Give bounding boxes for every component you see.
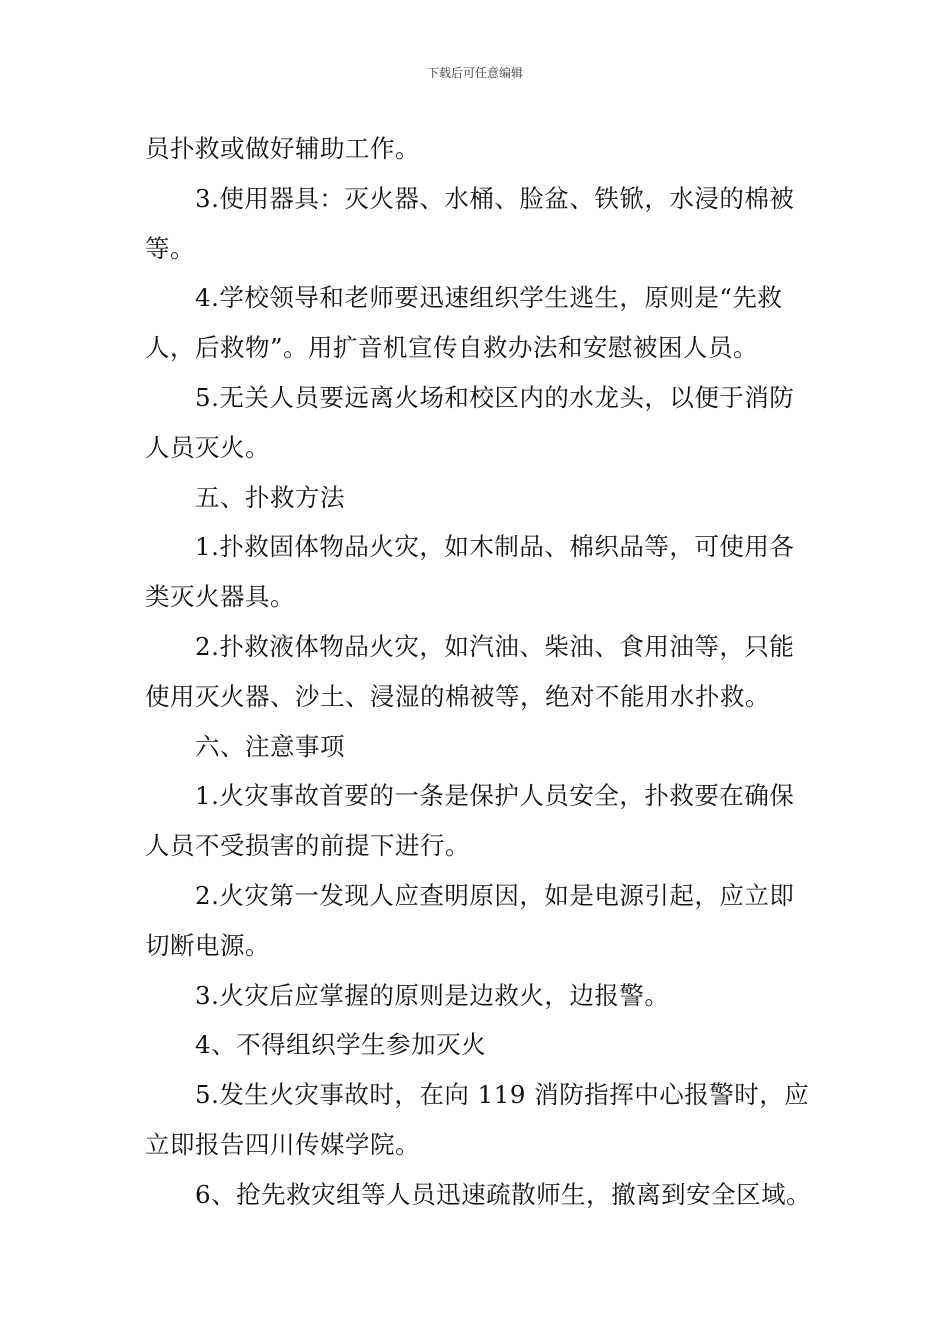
text-line: 人，后救物”。用扩音机宣传自救办法和安慰被困人员。 bbox=[145, 333, 759, 363]
text-line: 3.火灾后应掌握的原则是边救火，边报警。 bbox=[195, 980, 670, 1010]
text-line: 立即报告四川传媒学院。 bbox=[145, 1129, 420, 1159]
text-line: 3.使用器具：灭火器、水桶、脸盆、铁锨，水浸的棉被 bbox=[195, 183, 795, 213]
text-line: 员扑救或做好辅助工作。 bbox=[145, 134, 420, 163]
text-line: 人员灭火。 bbox=[145, 432, 270, 462]
document-body bbox=[145, 124, 810, 1220]
text-line: 人员不受损害的前提下进行。 bbox=[145, 831, 470, 861]
section-heading: 五、扑救方法 bbox=[195, 482, 345, 512]
text-line: 类灭火器具。 bbox=[145, 582, 295, 612]
page-header: 下载后可任意编辑 bbox=[426, 66, 523, 80]
text-line: 2.扑救液体物品火灾，如汽油、柴油、食用油等，只能 bbox=[195, 631, 795, 661]
text-line: 1.扑救固体物品火灾，如木制品、棉织品等，可使用各 bbox=[195, 532, 795, 562]
text-line: 5.发生火灾事故时，在向 119 消防指挥中心报警时，应 bbox=[195, 1080, 810, 1110]
text-line: 1.火灾事故首要的一条是保护人员安全，扑救要在确保 bbox=[195, 781, 795, 811]
text-line: 6、抢先救灾组等人员迅速疏散师生，撤离到安全区域。 bbox=[195, 1179, 812, 1209]
text-line: 使用灭火器、沙土、浸湿的棉被等，绝对不能用水扑救。 bbox=[145, 681, 770, 711]
text-line: 4、不得组织学生参加灭火 bbox=[195, 1030, 487, 1060]
section-heading: 六、注意事项 bbox=[195, 731, 345, 761]
text-line: 等。 bbox=[145, 233, 195, 263]
text-line: 2.火灾第一发现人应查明原因，如是电源引起，应立即 bbox=[195, 880, 795, 910]
text-line: 5.无关人员要远离火场和校区内的水龙头，以便于消防 bbox=[195, 382, 795, 412]
text-line: 4.学校领导和老师要迅速组织学生逃生，原则是“先救 bbox=[195, 283, 783, 313]
text-line: 切断电源。 bbox=[145, 930, 270, 960]
